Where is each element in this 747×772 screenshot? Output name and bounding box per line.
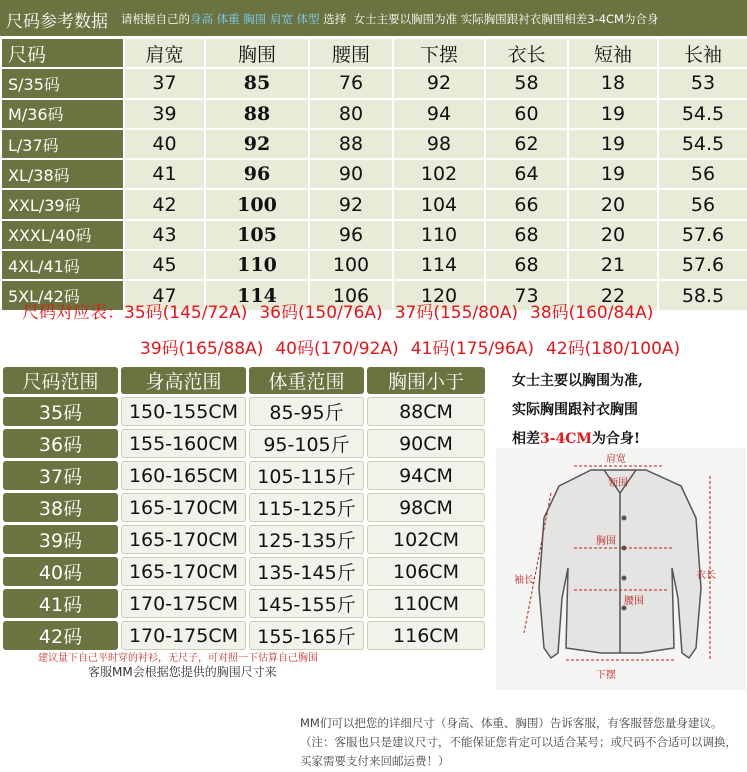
size-value-cell: 106 [309, 280, 393, 310]
range-table-row [3, 589, 485, 618]
advice-line1: 建议量下自己平时穿的衬衫，无尺子，可对照一下估算自己胸围 [38, 653, 318, 664]
size-value-cell: 94 [393, 99, 485, 129]
label-chest: 胸围 [596, 536, 616, 547]
size-value-cell: 53 [658, 68, 747, 98]
label-sleeve: 袖长 [514, 575, 534, 586]
range-table-header [3, 367, 485, 394]
range-value-cell: 94CM [367, 461, 485, 490]
size-value-cell: 56 [658, 159, 747, 189]
range-size-cell: 36码 [3, 429, 118, 458]
size-value-cell: 39 [124, 99, 205, 129]
size-value-cell: 18 [568, 68, 658, 98]
size-label-cell: 5XL/42码 [1, 280, 124, 310]
size-value-cell: 104 [393, 189, 485, 219]
size-value-cell: 22 [568, 280, 658, 310]
range-size-cell: 40码 [3, 557, 118, 586]
size-value-cell: 120 [393, 280, 485, 310]
size-col-header: 短袖 [568, 38, 658, 68]
size-value-cell: 20 [568, 220, 658, 250]
corr-item: 40码(170/92A) [275, 339, 399, 359]
range-value-cell: 102CM [367, 525, 485, 554]
header-note-mid: 选择 [323, 12, 347, 26]
range-value-cell: 88CM [367, 397, 485, 426]
label-waist: 腰围 [624, 596, 644, 607]
size-col-header: 长袖 [658, 38, 747, 68]
range-value-cell: 115-125斤 [249, 493, 364, 522]
size-value-cell: 80 [309, 99, 393, 129]
size-value-cell: 37 [124, 68, 205, 98]
range-table-row [3, 461, 485, 490]
size-value-cell: 54.5 [658, 129, 747, 159]
size-value-cell: 19 [568, 129, 658, 159]
size-col-header: 衣长 [485, 38, 568, 68]
range-table-row [3, 525, 485, 554]
range-value-cell: 110CM [367, 589, 485, 618]
range-size-cell: 42码 [3, 621, 118, 650]
size-value-cell: 90 [309, 159, 393, 189]
size-value-cell: 19 [568, 159, 658, 189]
range-value-cell: 106CM [367, 557, 485, 586]
size-value-cell: 40 [124, 129, 205, 159]
range-table [0, 364, 488, 653]
corr-item: 42码(180/100A) [546, 339, 681, 359]
bottom-note: MM们可以把您的详细尺寸（身高、体重、胸围）告诉客服，有客服替您量身建议。（注：客服也只是建议尺寸，不能保证您肯定可以适合某号；或尺码不合适可以调换，买家需要支付来回邮运费！） [300, 716, 737, 768]
size-value-cell: 47 [124, 280, 205, 310]
size-col-header: 尺码 [1, 38, 124, 68]
size-correspondence-line1 [22, 298, 665, 323]
size-value-cell: 62 [485, 129, 568, 159]
size-value-cell: 73 [485, 280, 568, 310]
size-value-cell: 58 [485, 68, 568, 98]
tip-line2: 实际胸围跟衬衣胸围 [512, 402, 638, 418]
range-value-cell: 90CM [367, 429, 485, 458]
size-table-row [1, 250, 747, 280]
range-value-cell: 155-165斤 [249, 621, 364, 650]
size-table [0, 37, 747, 312]
size-value-cell: 92 [393, 68, 485, 98]
size-value-cell: 76 [309, 68, 393, 98]
size-col-header: 肩宽 [124, 38, 205, 68]
range-value-cell: 165-170CM [121, 525, 246, 554]
size-table-row [1, 220, 747, 250]
size-value-cell: 68 [485, 220, 568, 250]
header-note-highlight: 身高 体重 胸围 肩宽 体型 [190, 12, 320, 26]
size-value-cell: 58.5 [658, 280, 747, 310]
range-value-cell: 95-105斤 [249, 429, 364, 458]
range-col-header: 身高范围 [121, 367, 246, 394]
range-col-header: 胸围小于 [367, 367, 485, 394]
size-value-cell: 114 [205, 280, 309, 310]
range-size-cell: 37码 [3, 461, 118, 490]
page-title: 尺码参考数据 [6, 12, 108, 32]
size-table-row [1, 159, 747, 189]
size-label-cell: S/35码 [1, 68, 124, 98]
size-value-cell: 114 [393, 250, 485, 280]
range-table-row [3, 621, 485, 650]
size-col-header: 胸围 [205, 38, 309, 68]
size-value-cell: 54.5 [658, 99, 747, 129]
advice-line2: 客服MM会根据您提供的胸围尺寸来 [88, 665, 277, 679]
size-col-header: 下摆 [393, 38, 485, 68]
range-value-cell: 160-165CM [121, 461, 246, 490]
size-value-cell: 56 [658, 189, 747, 219]
size-value-cell: 96 [205, 159, 309, 189]
size-value-cell: 98 [393, 129, 485, 159]
size-table-row [1, 129, 747, 159]
size-label-cell: XL/38码 [1, 159, 124, 189]
size-value-cell: 102 [393, 159, 485, 189]
size-table-row [1, 99, 747, 129]
range-col-header: 体重范围 [249, 367, 364, 394]
tip-line3-suffix: 为合身! [591, 431, 641, 447]
header-note-suffix: 女士主要以胸围为准 实际胸围跟衬衣胸围相差3-4CM为合身 [353, 12, 659, 26]
header-note-prefix: 请根据自己的 [121, 12, 190, 26]
size-value-cell: 100 [205, 189, 309, 219]
size-label-cell: M/36码 [1, 99, 124, 129]
size-correspondence-line2 [140, 334, 692, 359]
size-value-cell: 45 [124, 250, 205, 280]
size-value-cell: 57.6 [658, 250, 747, 280]
label-hem: 下摆 [596, 670, 616, 681]
size-value-cell: 88 [205, 99, 309, 129]
size-value-cell: 110 [205, 250, 309, 280]
range-value-cell: 85-95斤 [249, 397, 364, 426]
tip-line1: 女士主要以胸围为准, [512, 373, 643, 389]
label-shoulder: 肩宽 [606, 454, 626, 465]
corr-item: 尺码对应表：35码(145/72A) [22, 303, 248, 323]
size-value-cell: 92 [205, 129, 309, 159]
range-value-cell: 125-135斤 [249, 525, 364, 554]
size-label-cell: 4XL/41码 [1, 250, 124, 280]
size-value-cell: 21 [568, 250, 658, 280]
corr-item: 38码(160/84A) [530, 303, 654, 323]
range-value-cell: 155-160CM [121, 429, 246, 458]
size-col-header: 腰围 [309, 38, 393, 68]
label-length: 衣长 [696, 570, 716, 581]
size-value-cell: 100 [309, 250, 393, 280]
size-value-cell: 57.6 [658, 220, 747, 250]
corr-item: 37码(155/80A) [394, 303, 519, 323]
size-table-header [1, 38, 747, 68]
size-value-cell: 60 [485, 99, 568, 129]
size-value-cell: 42 [124, 189, 205, 219]
range-table-row [3, 493, 485, 522]
range-col-header: 尺码范围 [3, 367, 118, 394]
range-value-cell: 170-175CM [121, 621, 246, 650]
size-table-row [1, 68, 747, 98]
range-value-cell: 116CM [367, 621, 485, 650]
size-label-cell: XXXL/40码 [1, 220, 124, 250]
size-value-cell: 92 [309, 189, 393, 219]
size-value-cell: 41 [124, 159, 205, 189]
range-value-cell: 170-175CM [121, 589, 246, 618]
size-value-cell: 96 [309, 220, 393, 250]
range-value-cell: 105-115斤 [249, 461, 364, 490]
range-value-cell: 145-155斤 [249, 589, 364, 618]
size-value-cell: 105 [205, 220, 309, 250]
tip-line3-prefix: 相差 [512, 431, 540, 447]
size-value-cell: 88 [309, 129, 393, 159]
range-value-cell: 98CM [367, 493, 485, 522]
shirt-measurement-diagram [496, 448, 746, 690]
tip-line3-red: 3-4CM [540, 431, 592, 447]
range-size-cell: 39码 [3, 525, 118, 554]
range-size-cell: 35码 [3, 397, 118, 426]
range-table-row [3, 429, 485, 458]
range-table-row [3, 397, 485, 426]
size-value-cell: 110 [393, 220, 485, 250]
corr-item: 41码(175/96A) [410, 339, 535, 359]
size-value-cell: 85 [205, 68, 309, 98]
size-value-cell: 20 [568, 189, 658, 219]
range-table-row [3, 557, 485, 586]
size-value-cell: 19 [568, 99, 658, 129]
range-value-cell: 165-170CM [121, 557, 246, 586]
header-note [121, 11, 658, 27]
corr-item: 36码(150/76A) [259, 303, 383, 323]
size-table-row [1, 189, 747, 219]
size-value-cell: 43 [124, 220, 205, 250]
range-size-cell: 38码 [3, 493, 118, 522]
size-value-cell: 64 [485, 159, 568, 189]
range-size-cell: 41码 [3, 589, 118, 618]
range-value-cell: 150-155CM [121, 397, 246, 426]
size-label-cell: XXL/39码 [1, 189, 124, 219]
size-value-cell: 66 [485, 189, 568, 219]
size-label-cell: L/37码 [1, 129, 124, 159]
range-value-cell: 135-145斤 [249, 557, 364, 586]
size-value-cell: 68 [485, 250, 568, 280]
range-value-cell: 165-170CM [121, 493, 246, 522]
label-collar: 领围 [608, 478, 628, 489]
tip-line3 [512, 428, 640, 448]
header-bar [0, 0, 747, 36]
corr-item: 39码(165/88A) [140, 339, 264, 359]
